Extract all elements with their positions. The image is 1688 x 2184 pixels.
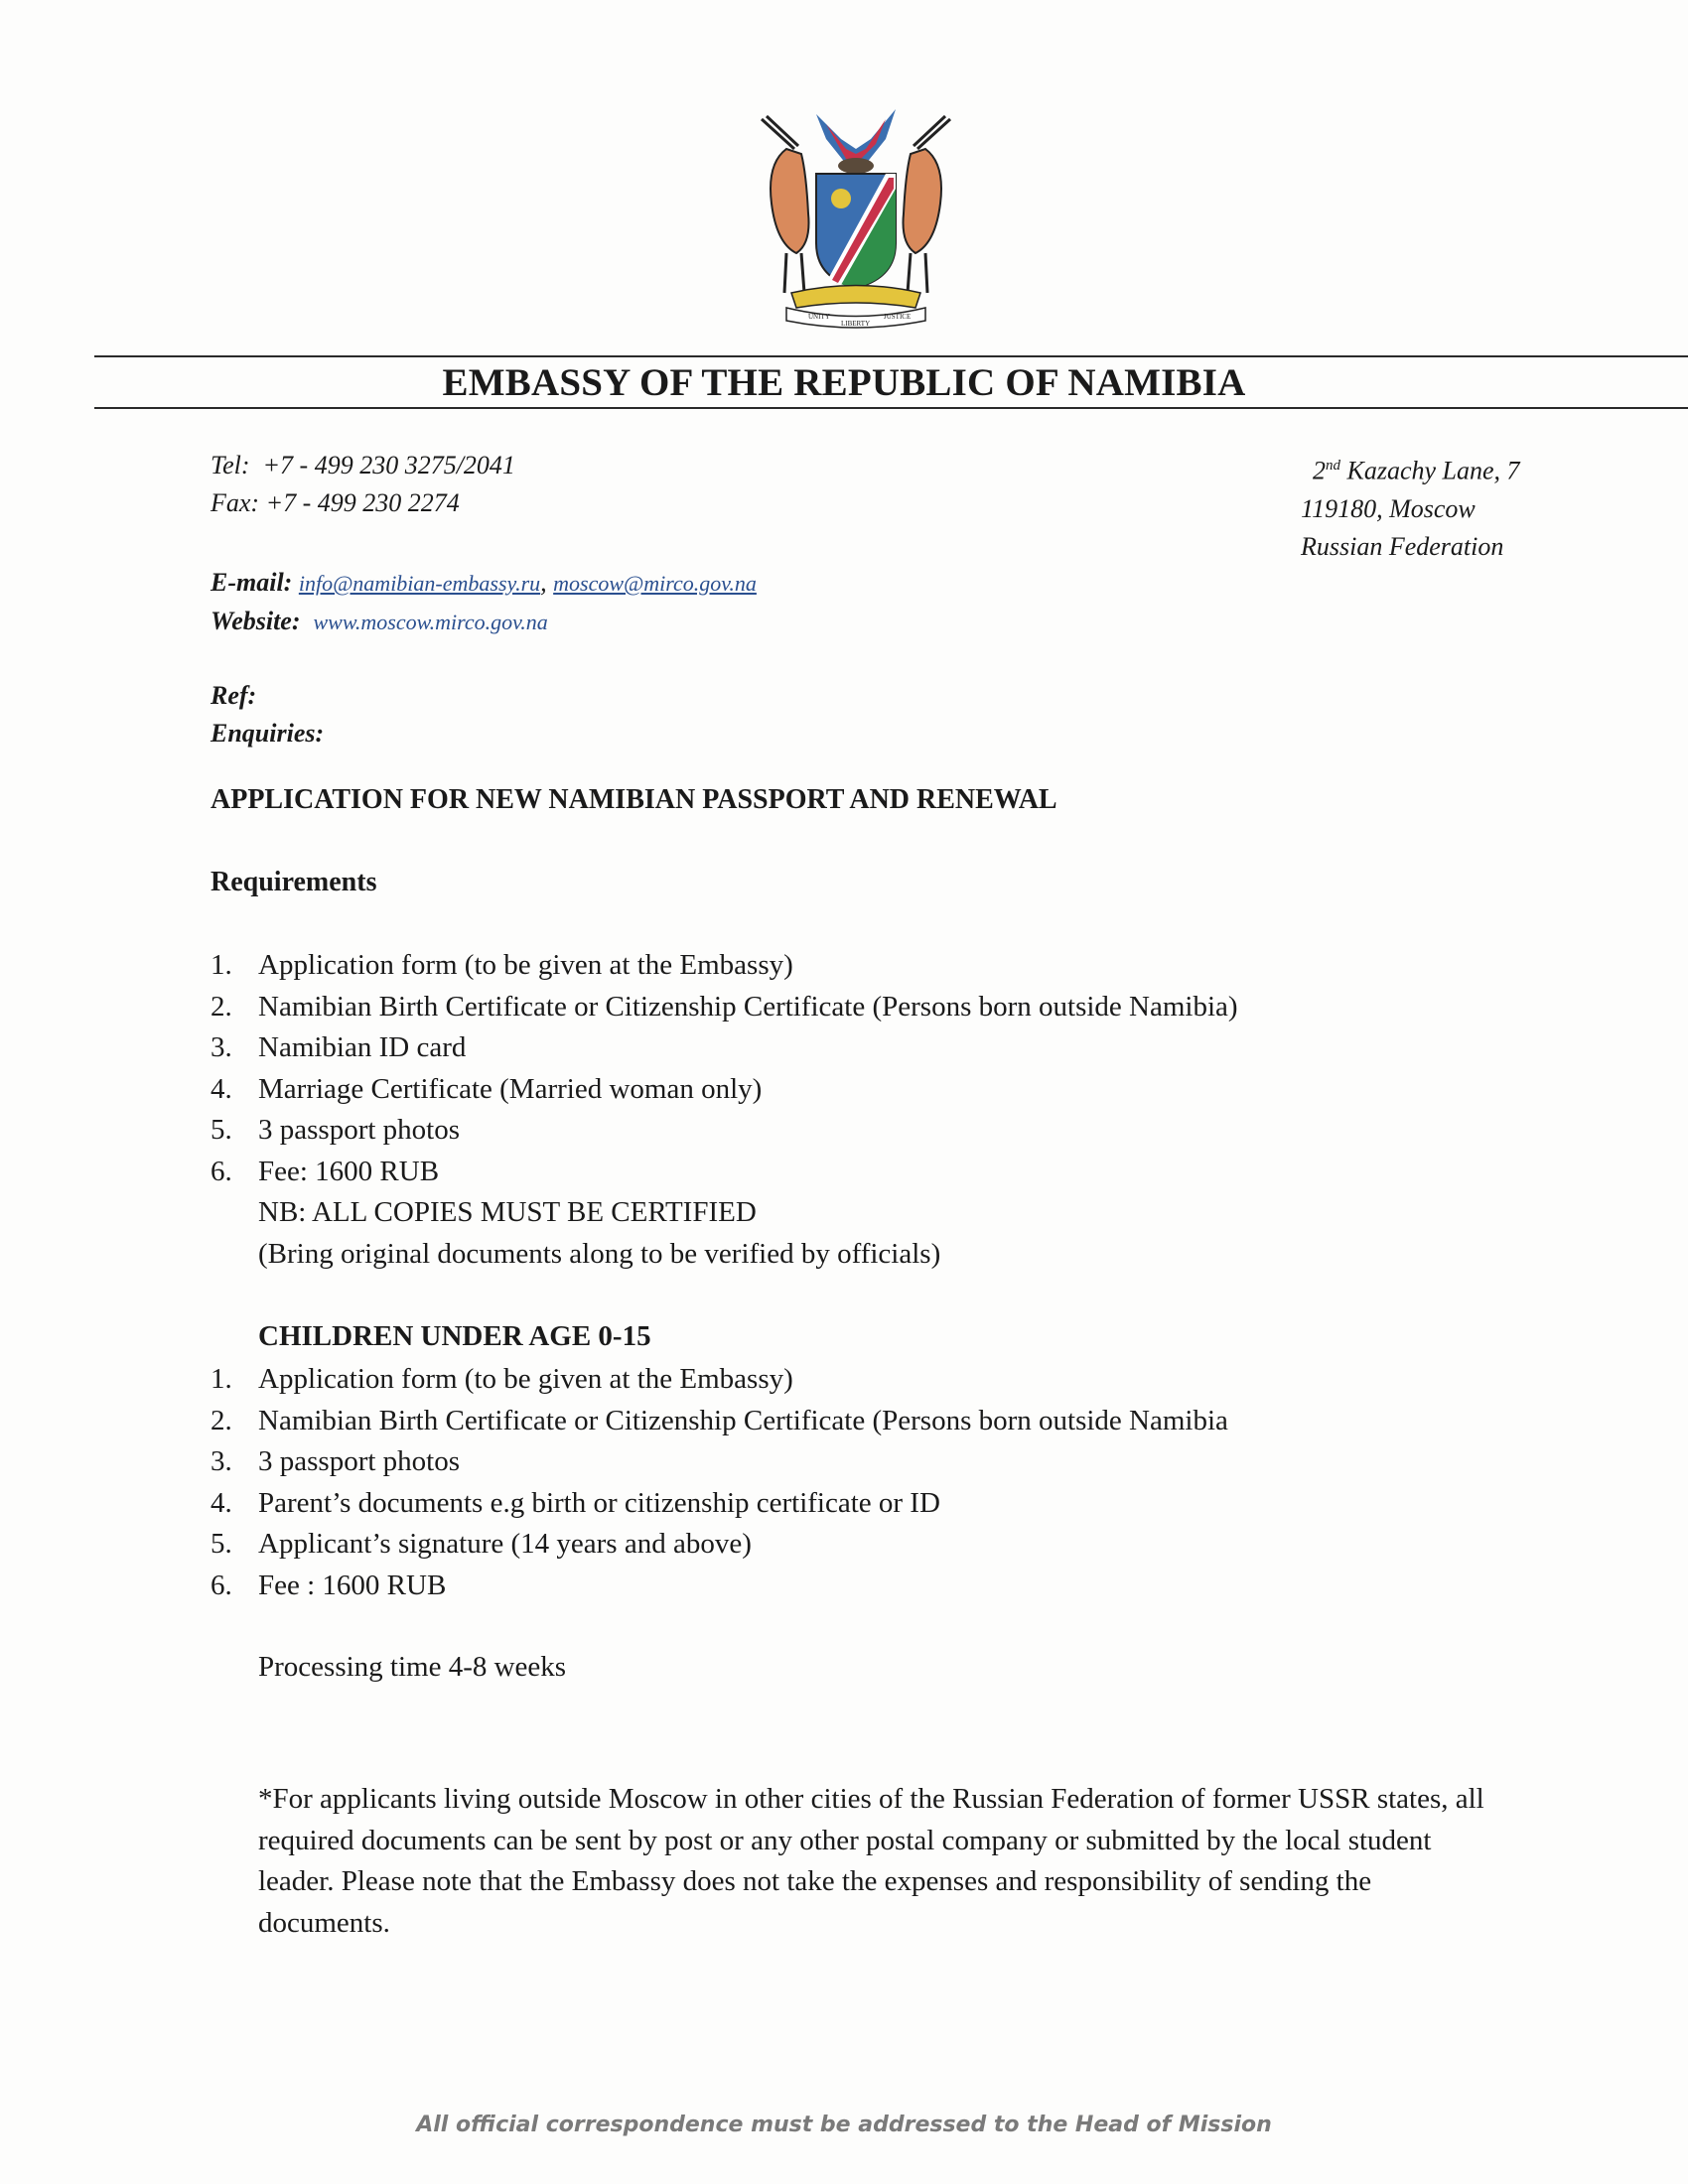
enquiries-label: Enquiries: — [211, 719, 325, 748]
list-number: 6. — [211, 1569, 232, 1601]
list-item — [211, 1027, 1238, 1069]
requirements-list — [211, 945, 1238, 1192]
list-text: Namibian Birth Certificate or Citizenship Certificate (Persons born outside Namibia — [258, 1404, 1228, 1436]
list-text: Namibian ID card — [258, 1031, 467, 1063]
postal-note: *For applicants living outside Moscow in other cities of the Russian Federation of former USSR states, all required documents can be sent by post or any other postal company or submitted by the local student leader. Please note that the Embassy does not take the expenses and responsibility of sending the documents. — [258, 1783, 1484, 1939]
fax-label: Fax: — [211, 488, 260, 517]
footer-notice: All official correspondence must be addressed to the Head of Mission — [416, 2113, 1272, 2137]
list-text: Application form (to be given at the Embassy) — [258, 1363, 793, 1395]
contact-block — [211, 447, 515, 522]
oryx-left-icon — [762, 116, 809, 293]
list-text: Fee : 1600 RUB — [258, 1569, 447, 1601]
crest-scroll-word: JUSTICE — [884, 313, 912, 321]
bring-originals-note: (Bring original documents along to be verified by officials) — [258, 1238, 941, 1270]
fax-value: +7 - 499 230 2274 — [265, 488, 460, 517]
email-line — [211, 564, 757, 603]
list-item — [211, 1152, 1238, 1193]
list-item — [211, 1566, 1228, 1607]
nb-certified-note: NB: ALL COPIES MUST BE CERTIFIED — [258, 1196, 757, 1228]
website-line — [211, 603, 757, 641]
list-number: 3. — [211, 1031, 232, 1063]
list-item — [211, 1524, 1228, 1566]
ref-block — [211, 677, 324, 752]
document-subject: APPLICATION FOR NEW NAMIBIAN PASSPORT AND RENEWAL — [211, 784, 1057, 815]
website-label: Website: — [211, 607, 301, 635]
email-label: E-mail: — [211, 568, 293, 597]
tel-value: +7 - 499 230 3275/2041 — [262, 451, 515, 479]
list-item — [211, 1483, 1228, 1525]
list-item — [211, 1110, 1238, 1152]
list-item — [211, 987, 1238, 1028]
email-link-info[interactable]: info@namibian-embassy.ru — [298, 571, 541, 596]
list-number: 4. — [211, 1486, 232, 1519]
list-text: Fee: 1600 RUB — [258, 1155, 440, 1187]
list-number: 5. — [211, 1528, 232, 1560]
list-number: 1. — [211, 1363, 232, 1395]
list-text: Namibian Birth Certificate or Citizenship Certificate (Persons born outside Namibia) — [258, 990, 1238, 1023]
address-block — [1301, 447, 1520, 566]
address-line-2: 119180, Moscow — [1301, 493, 1476, 523]
tel-label: Tel: — [211, 451, 250, 479]
ref-label: Ref: — [211, 681, 257, 710]
namibia-coat-of-arms-icon — [747, 94, 965, 333]
address-line-1 — [1301, 447, 1520, 490]
oryx-right-icon — [904, 116, 951, 293]
children-requirements-list — [211, 1359, 1228, 1606]
address-line-3: Russian Federation — [1301, 531, 1504, 561]
list-number: 2. — [211, 990, 232, 1023]
tel-line — [211, 447, 515, 484]
list-number: 6. — [211, 1155, 232, 1187]
children-heading: CHILDREN UNDER AGE 0-15 — [258, 1320, 651, 1352]
list-number: 2. — [211, 1404, 232, 1436]
list-number: 5. — [211, 1114, 232, 1146]
list-item — [211, 1401, 1228, 1442]
list-item — [211, 945, 1238, 987]
list-text: Application form (to be given at the Embassy) — [258, 949, 793, 981]
eagle-icon — [816, 109, 896, 174]
list-text: 3 passport photos — [258, 1114, 460, 1146]
crest-scroll-word: UNITY — [808, 313, 830, 321]
embassy-title: EMBASSY OF THE REPUBLIC OF NAMIBIA — [442, 361, 1246, 404]
address-number: 2 — [1313, 456, 1326, 485]
list-number: 4. — [211, 1072, 232, 1105]
list-text: Applicant’s signature (14 years and above) — [258, 1528, 752, 1560]
requirements-heading: Requirements — [211, 867, 377, 897]
crest-scroll-word: LIBERTY — [841, 320, 871, 328]
header-rule-bottom — [94, 407, 1688, 409]
list-item — [211, 1069, 1238, 1111]
list-item — [211, 1359, 1228, 1401]
address-superscript: nd — [1326, 458, 1340, 474]
list-text: Parent’s documents e.g birth or citizenship certificate or ID — [258, 1486, 940, 1519]
shield-icon — [816, 174, 896, 288]
processing-time: Processing time 4-8 weeks — [258, 1651, 567, 1683]
list-number: 3. — [211, 1445, 232, 1477]
list-text: Marriage Certificate (Married woman only) — [258, 1072, 763, 1105]
email-separator: , — [540, 568, 547, 597]
email-link-moscow[interactable]: moscow@mirco.gov.na — [553, 571, 757, 596]
website-link[interactable]: www.moscow.mirco.gov.na — [313, 610, 548, 634]
address-street: Kazachy Lane, 7 — [1340, 456, 1520, 485]
fax-line — [211, 484, 515, 522]
list-text: 3 passport photos — [258, 1445, 460, 1477]
header-rule-top — [94, 355, 1688, 357]
list-number: 1. — [211, 949, 232, 981]
list-item — [211, 1441, 1228, 1483]
email-website-block — [211, 564, 757, 641]
